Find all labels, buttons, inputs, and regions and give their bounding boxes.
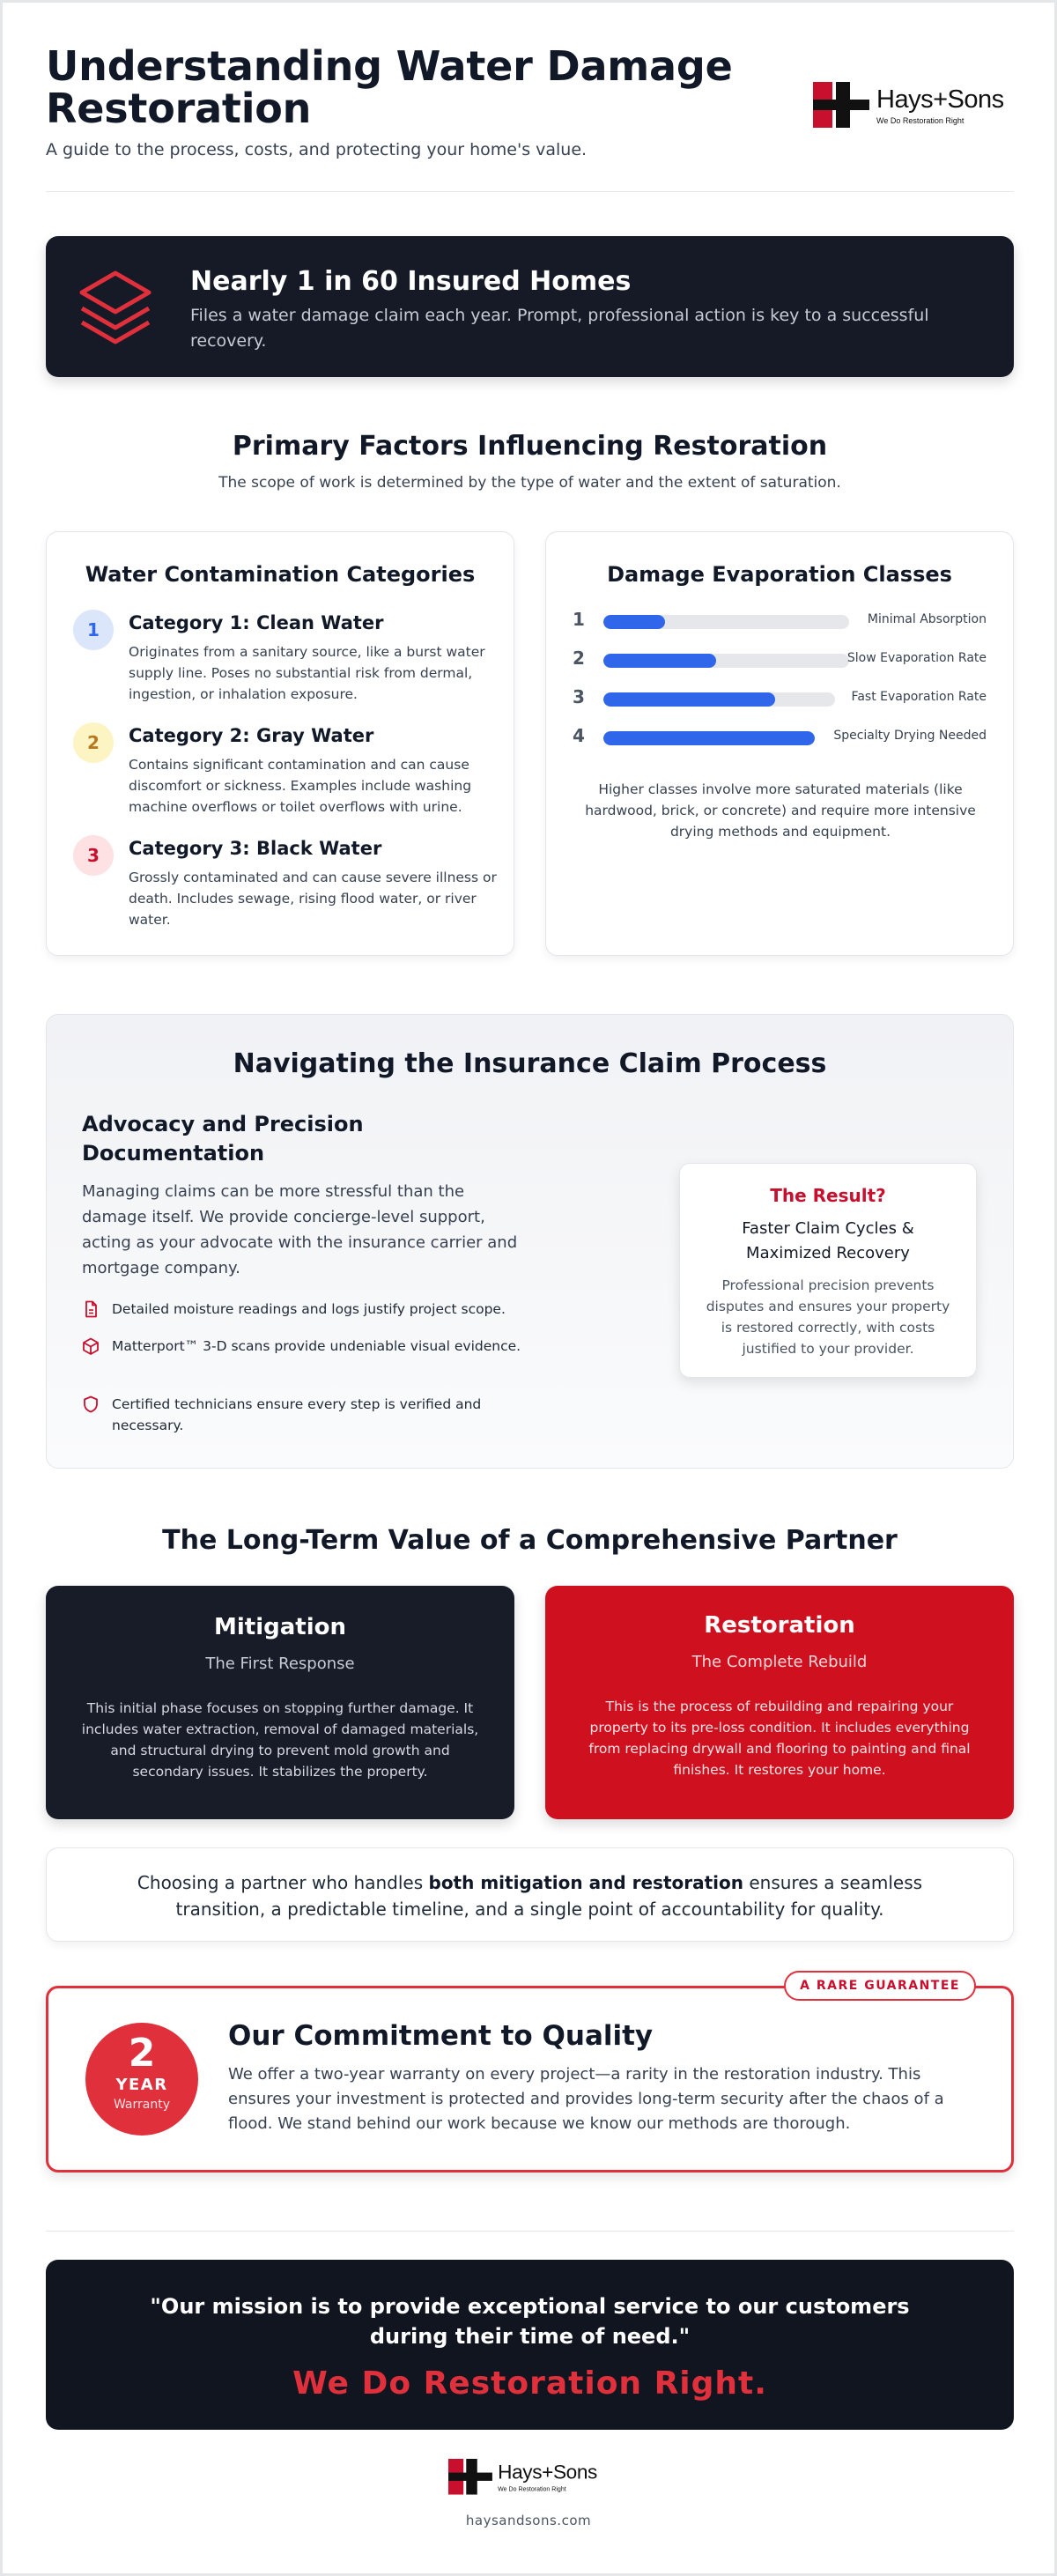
guarantee-badge: A RARE GUARANTEE	[784, 1971, 976, 2001]
mitigation-subtitle: The First Response	[205, 1654, 355, 1673]
warranty-seal	[85, 2023, 198, 2136]
brand-logo	[813, 82, 1004, 128]
warranty-years: 2	[128, 2031, 156, 2076]
list-item-text: Matterport™ 3-D scans provide undeniable visual evidence.	[112, 1338, 521, 1354]
class-level-fill	[603, 692, 775, 707]
divider	[46, 191, 1014, 192]
list-item-text: Certified technicians ensure every step is verified and necessary.	[112, 1396, 482, 1433]
partner-note-text-end: ensures a seamless transition, a predictable timeline, and a single point of accountability for quality.	[175, 1872, 923, 1920]
category-number-badge: 3	[73, 835, 114, 876]
cube-icon	[82, 1337, 100, 1355]
infographic-page	[3, 3, 1054, 2573]
guarantee-text: We offer a two-year warranty on every project—a rarity in the restoration industry. This ensures your investment is protected and provides long-term security after the chaos of a flood. We stand behind our work because we know our methods are thorough.	[228, 2065, 944, 2133]
stat-banner	[46, 236, 1014, 377]
classes-title: Damage Evaporation Classes	[607, 562, 952, 587]
factors-subtitle: The scope of work is determined by the type of water and the extent of saturation.	[218, 474, 841, 492]
divider	[46, 2231, 1014, 2232]
category-number-badge: 2	[73, 722, 114, 763]
list-item-text: Detailed moisture readings and logs justify project scope.	[112, 1301, 506, 1317]
partner-note	[46, 1847, 1014, 1942]
restoration-subtitle: The Complete Rebuild	[691, 1653, 868, 1671]
class-label: Minimal Absorption	[867, 612, 987, 626]
class-row	[573, 723, 987, 750]
class-level-fill	[603, 654, 716, 668]
logo-mark-icon	[813, 82, 869, 128]
partner-note-text: Choosing a partner who handles	[137, 1872, 429, 1893]
layers-icon	[76, 266, 155, 345]
categories-title: Water Contamination Categories	[85, 562, 476, 587]
footer-logo-name: Hays+Sons	[498, 2461, 597, 2483]
warranty-label: Warranty	[113, 2098, 171, 2112]
result-card	[679, 1163, 977, 1378]
logo-tagline: We Do Restoration Right	[876, 115, 965, 125]
logo-mark-icon	[448, 2459, 492, 2495]
category-title: Category 3: Black Water	[129, 838, 382, 859]
categories-card	[46, 531, 514, 956]
class-level-fill	[603, 731, 815, 745]
class-level-track	[603, 615, 849, 629]
category-number-badge: 1	[73, 610, 114, 650]
category-title: Category 2: Gray Water	[129, 725, 374, 746]
value-title: The Long-Term Value of a Comprehensive Partner	[162, 1525, 898, 1556]
page-title: Understanding Water Damage Restoration	[46, 42, 733, 132]
stat-headline: Nearly 1 in 60 Insured Homes	[190, 266, 632, 297]
quote-text: "Our mission is to provide exceptional service to our customers during their time of need."	[150, 2294, 910, 2349]
result-headline: Faster Claim Cycles & Maximized Recovery	[742, 1219, 914, 1262]
restoration-text: This is the process of rebuilding and repairing your property to its pre-loss condition. It includes everything from replacing drywall and flooring to painting and final finishes. It restores your home.	[588, 1699, 971, 1778]
class-number: 2	[573, 648, 585, 669]
category-text: Contains significant contamination and can cause discomfort or sickness. Examples include washing machine overflows or toilet overflows with urine.	[129, 757, 472, 815]
insurance-section	[46, 1014, 1014, 1469]
guarantee-card	[46, 1979, 1014, 2173]
page-subtitle: A guide to the process, costs, and protecting your home's value.	[46, 140, 588, 159]
class-level-track	[603, 692, 835, 707]
footer-url[interactable]: haysandsons.com	[465, 2513, 592, 2528]
class-label: Fast Evaporation Rate	[851, 690, 987, 704]
mission-quote	[46, 2260, 1014, 2430]
insurance-title: Navigating the Insurance Claim Process	[233, 1048, 827, 1079]
class-label: Slow Evaporation Rate	[846, 651, 987, 665]
restoration-title: Restoration	[704, 1612, 855, 1639]
factors-section-header	[46, 431, 1014, 492]
class-number: 4	[573, 725, 585, 746]
warranty-year-label: YEAR	[115, 2076, 168, 2094]
class-number: 3	[573, 686, 585, 707]
result-title: The Result?	[770, 1185, 886, 1206]
footer-logo-tagline: We Do Restoration Right	[498, 2485, 566, 2492]
result-text: Professional precision prevents disputes and ensures your property is restored correctly, with costs justified to your provider.	[706, 1277, 950, 1357]
restoration-card	[545, 1586, 1014, 1819]
class-level-track	[603, 731, 815, 745]
insurance-text: Managing claims can be more stressful than the damage itself. We provide concierge-level support, acting as your advocate with the insurance carrier and mortgage company.	[82, 1182, 518, 1277]
factors-title: Primary Factors Influencing Restoration	[232, 431, 828, 462]
classes-card	[545, 531, 1014, 956]
category-title: Category 1: Clean Water	[129, 612, 384, 633]
category-text: Originates from a sanitary source, like a burst water supply line. Poses no substantial risk from dermal, ingestion, or inhalation exposure.	[129, 644, 485, 702]
shield-icon	[82, 1395, 100, 1413]
guarantee-title: Our Commitment to Quality	[228, 2020, 654, 2052]
header	[46, 42, 1014, 195]
mitigation-text: This initial phase focuses on stopping further damage. It includes water extraction, removal of damaged materials, and structural drying to prevent mold growth and secondary issues. It stabilizes the property.	[81, 1700, 479, 1780]
logo-name: Hays+Sons	[876, 85, 1004, 114]
category-text: Grossly contaminated and can cause severe illness or death. Includes sewage, rising flood water, or river water.	[129, 870, 497, 928]
class-row	[573, 607, 987, 633]
quote-motto: We Do Restoration Right.	[292, 2365, 767, 2402]
footer-logo	[448, 2459, 597, 2495]
mitigation-card	[46, 1586, 514, 1819]
class-level-fill	[603, 615, 665, 629]
stat-text: Files a water damage claim each year. Prompt, professional action is key to a successful recovery.	[190, 306, 929, 351]
class-row	[573, 685, 987, 711]
document-icon	[82, 1300, 100, 1318]
class-number: 1	[573, 609, 585, 630]
mitigation-title: Mitigation	[214, 1614, 346, 1640]
insurance-subtitle: Advocacy and Precision Documentation	[82, 1112, 364, 1166]
class-level-track	[603, 654, 849, 668]
class-row	[573, 646, 987, 672]
class-label: Specialty Drying Needed	[833, 729, 987, 743]
partner-note-bold: both mitigation and restoration	[428, 1872, 743, 1893]
classes-note: Higher classes involve more saturated materials (like hardwood, brick, or concrete) and require more intensive drying methods and equipment.	[585, 781, 976, 840]
